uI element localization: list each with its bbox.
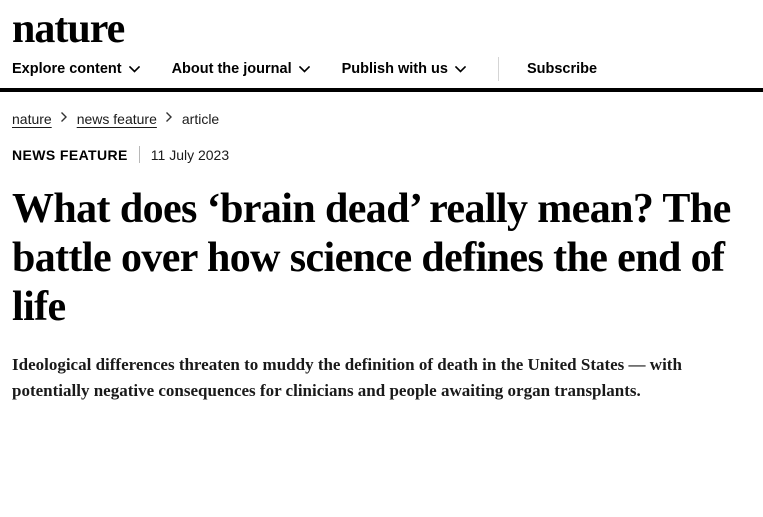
breadcrumb <box>0 92 763 126</box>
nav-item-label: Explore content <box>12 61 122 77</box>
page-title: What does ‘brain dead’ really mean? The battle over how science defines the end of life <box>12 186 731 330</box>
article-standfirst: Ideological differences threaten to muddy the definition of death in the United States — with potentially negative consequences for clinicians and people awaiting organ transplants. <box>12 355 682 400</box>
article-date: 11 July 2023 <box>150 146 230 163</box>
breadcrumb-item-article: article <box>181 111 220 127</box>
primary-nav <box>0 50 763 92</box>
nav-item-label: About the journal <box>171 61 292 77</box>
nav-item-about-the-journal[interactable] <box>172 61 310 77</box>
nav-divider <box>498 57 499 81</box>
nav-item-explore-content[interactable] <box>12 61 140 77</box>
nav-item-label: Subscribe <box>526 61 598 77</box>
article-meta <box>0 126 763 163</box>
breadcrumb-separator-icon <box>61 112 68 125</box>
article-kicker: NEWS FEATURE <box>12 146 128 163</box>
chevron-down-icon <box>299 65 310 76</box>
breadcrumb-item-nature[interactable]: nature <box>12 111 52 127</box>
breadcrumb-separator-icon <box>166 112 173 125</box>
nav-item-label: Publish with us <box>341 61 448 77</box>
nature-logo[interactable]: nature <box>12 6 125 52</box>
nav-item-subscribe[interactable] <box>527 61 597 77</box>
nav-item-publish-with-us[interactable] <box>342 61 466 77</box>
chevron-down-icon <box>455 65 466 76</box>
meta-divider <box>139 146 140 163</box>
masthead <box>0 0 763 50</box>
breadcrumb-item-news-feature[interactable]: news feature <box>76 111 157 127</box>
chevron-down-icon <box>129 65 140 76</box>
